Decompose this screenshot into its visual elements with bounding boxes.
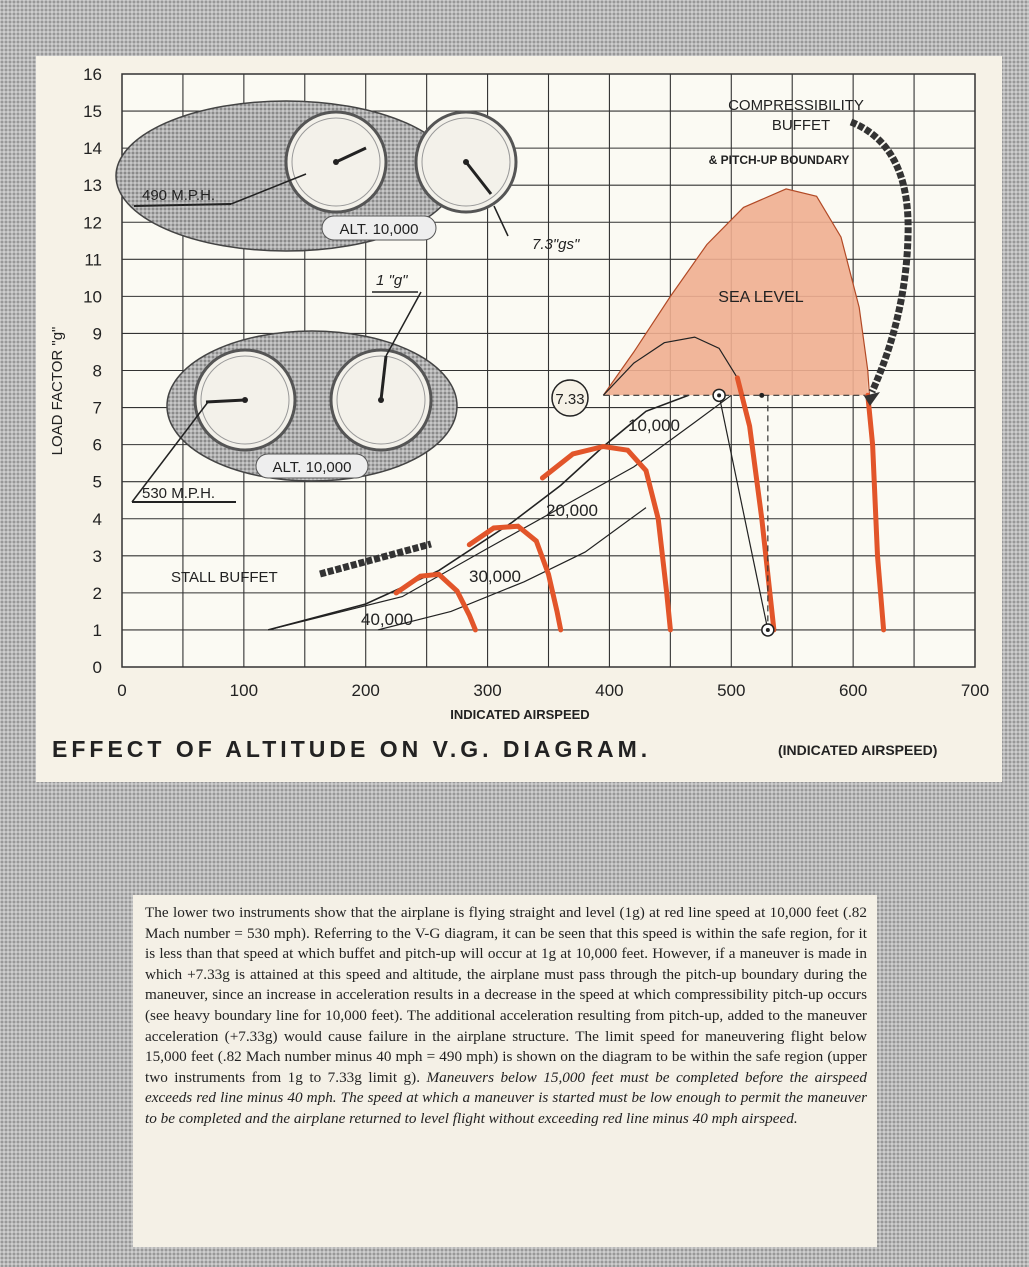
x-tick-label: 600 (838, 681, 868, 700)
explanation-paragraph: The lower two instruments show that the airplane is flying straight and level (1g) at red line speed at 10,000 feet (.82 Mach number = 530 mph). Referring to the V-G diagram, it can be seen that this speed is within the safe region, for it is less than that speed at which buffet and pitch-up will occur at 1g at 10,000 feet. However, if a maneuver is made in which +7.33g is attained at this speed and altitude, the airplane must pass through the pitch-up boundary during the maneuver, since an increase in acceleration results in a decrease in the speed at which compressibility pitch-up occurs (see heavy boundary line for 10,000 feet). The additional acceleration resulting from pitch-up, added to the maneuver acceleration (+7.33g) would cause failure in the airplane structure. The limit speed for maneuvering flight below 15,000 feet (.82 Mach number minus 40 mph = 490 mph) is shown on the diagram to be within the safe region (upper two instruments from 1g to 7.33g limit g). (145, 904, 867, 1086)
chart-title-note: (INDICATED AIRSPEED) (778, 742, 938, 758)
limit-point (759, 393, 764, 398)
vg-diagram-chart (36, 56, 1002, 782)
alt-20000-label: 20,000 (546, 501, 598, 520)
y-tick-label: 4 (92, 509, 102, 529)
y-tick-label: 1 (92, 620, 102, 640)
speed-490-label: 490 M.P.H. (142, 187, 216, 204)
y-tick-label: 9 (92, 324, 102, 344)
accelerometer-icon (331, 350, 431, 450)
sea-level-label: SEA LEVEL (718, 289, 804, 306)
y-tick-label: 6 (92, 435, 102, 455)
one-g-label: 1 "g" (376, 272, 408, 289)
y-tick-label: 14 (83, 139, 102, 159)
y-tick-label: 10 (83, 287, 102, 307)
x-tick-label: 200 (351, 681, 380, 700)
y-tick-label: 13 (83, 176, 102, 196)
y-tick-label: 3 (92, 546, 102, 566)
gs-7-3-label: 7.3"gs" (532, 236, 580, 253)
accelerometer-icon (416, 112, 516, 212)
y-tick-label: 12 (83, 213, 102, 233)
x-tick-label: 500 (717, 681, 746, 700)
alt-10000-label: 10,000 (628, 416, 680, 435)
x-tick-label: 700 (960, 681, 990, 700)
airspeed-indicator-icon (286, 112, 386, 212)
x-axis-title: INDICATED AIRSPEED (450, 707, 590, 722)
x-tick-label: 100 (229, 681, 259, 700)
limit-g-marker: 7.33 (555, 391, 585, 408)
maneuver-limit-point (717, 393, 721, 397)
alt-40000-label: 40,000 (361, 610, 413, 629)
y-tick-label: 11 (84, 250, 102, 270)
y-tick-label: 2 (92, 583, 102, 603)
x-tick-label: 400 (595, 681, 624, 700)
y-tick-label: 8 (92, 361, 102, 381)
compressibility-label: COMPRESSIBILITY (728, 97, 864, 114)
buffet-label: BUFFET (771, 117, 831, 134)
y-tick-label: 15 (83, 102, 102, 122)
stall-buffet-label: STALL BUFFET (171, 569, 278, 586)
lower-altitude-label: ALT. 10,000 (272, 459, 352, 476)
y-tick-label: 7 (92, 398, 102, 418)
vg-diagram-panel (36, 56, 1002, 782)
explanation-text-panel (133, 895, 877, 1247)
y-tick-label: 5 (92, 472, 102, 492)
x-tick-label: 300 (473, 681, 502, 700)
speed-530-label: 530 M.P.H. (142, 485, 216, 502)
upper-altitude-label: ALT. 10,000 (339, 221, 419, 238)
pitch-up-boundary-label: & PITCH-UP BOUNDARY (708, 153, 850, 167)
explanation-paragraph-italic: Maneuvers below 15,000 feet must be completed before the airspeed exceeds red line minus 40 mph. The speed at which a maneuver is started must be low enough to permit the maneuver to be completed and the airplane returned to level flight without exceeding red line minus 40 mph airspeed. (145, 1068, 867, 1127)
y-axis-title: LOAD FACTOR "g" (49, 326, 66, 456)
airspeed-indicator-icon (195, 350, 295, 450)
y-tick-label: 0 (92, 658, 102, 677)
chart-title: EFFECT OF ALTITUDE ON V.G. DIAGRAM. (52, 736, 652, 762)
red-line-point (766, 628, 770, 632)
alt-30000-label: 30,000 (469, 567, 521, 586)
y-tick-label: 16 (83, 65, 102, 84)
x-tick-label: 0 (117, 681, 127, 700)
